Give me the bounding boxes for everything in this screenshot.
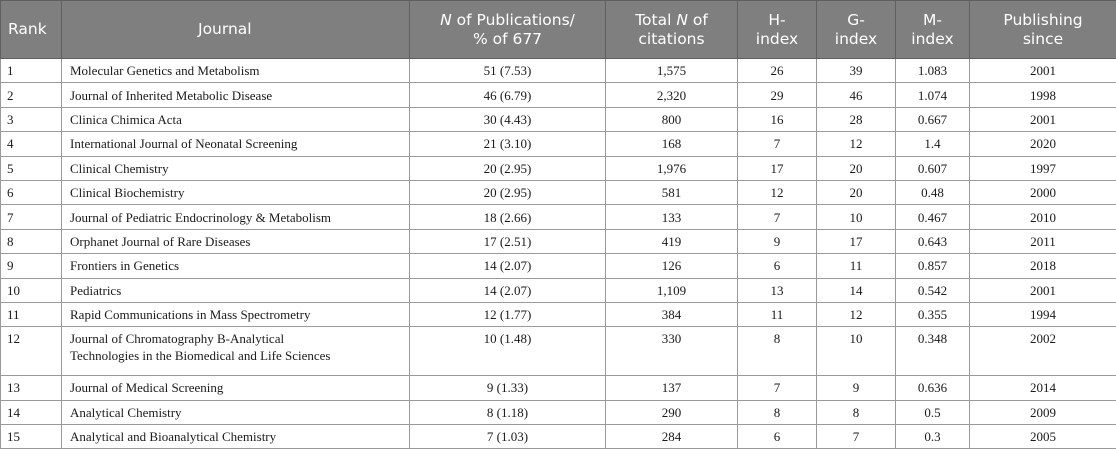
cell-rank: 6 [1,180,62,204]
table-row [1,278,1116,302]
cell-publishing-since: 2001 [970,107,1116,131]
cell-journal: Clinical Chemistry [62,156,410,180]
cell-m-index: 0.636 [896,376,970,400]
cell-g-index: 9 [817,376,896,400]
table-row [1,400,1116,424]
cell-h-index: 7 [738,132,817,156]
cell-m-index: 0.667 [896,107,970,131]
table-row [1,205,1116,229]
cell-g-index: 20 [817,180,896,204]
cell-citations: 330 [606,327,738,376]
cell-journal-line1: Journal of Chromatography B-Analytical [70,331,285,347]
header-publications [410,1,606,59]
cell-g-index: 46 [817,83,896,107]
cell-h-index: 17 [738,156,817,180]
cell-publishing-since: 2001 [970,59,1116,83]
cell-h-index: 11 [738,302,817,326]
cell-h-index: 8 [738,327,817,376]
cell-m-index: 0.607 [896,156,970,180]
header-h-index: H- index [738,1,817,59]
cell-m-index: 1.074 [896,83,970,107]
cell-citations: 137 [606,376,738,400]
table-row [1,156,1116,180]
cell-m-index: 1.4 [896,132,970,156]
table-row [1,376,1116,400]
cell-publications: 30 (4.43) [410,107,606,131]
cell-journal: Journal of Inherited Metabolic Disease [62,83,410,107]
cell-publications: 14 (2.07) [410,254,606,278]
cell-rank: 7 [1,205,62,229]
header-journal: Journal [62,1,410,59]
cell-citations: 133 [606,205,738,229]
cell-rank: 15 [1,425,62,449]
cell-citations: 284 [606,425,738,449]
cell-g-index: 8 [817,400,896,424]
cell-h-index: 29 [738,83,817,107]
cell-m-index: 0.348 [896,327,970,376]
cell-journal: Pediatrics [62,278,410,302]
table-row [1,302,1116,326]
cell-g-index: 10 [817,205,896,229]
cell-citations: 1,575 [606,59,738,83]
cell-m-index: 0.3 [896,425,970,449]
cell-journal: Journal of Pediatric Endocrinology & Metabolism [62,205,410,229]
cell-g-index: 28 [817,107,896,131]
cell-citations: 168 [606,132,738,156]
cell-h-index: 9 [738,229,817,253]
table-row [1,425,1116,449]
cell-publishing-since: 2020 [970,132,1116,156]
cell-publishing-since: 2010 [970,205,1116,229]
cell-citations: 581 [606,180,738,204]
header-publications-line2: % of 677 [472,29,543,48]
cell-publishing-since: 2011 [970,229,1116,253]
cell-h-index: 7 [738,376,817,400]
cell-m-index: 0.643 [896,229,970,253]
cell-m-index: 0.857 [896,254,970,278]
cell-rank: 2 [1,83,62,107]
cell-journal: Analytical and Bioanalytical Chemistry [62,425,410,449]
table-row [1,83,1116,107]
cell-rank: 14 [1,400,62,424]
header-publishing-since: Publishing since [970,1,1116,59]
cell-publishing-since: 2000 [970,180,1116,204]
cell-journal: Orphanet Journal of Rare Diseases [62,229,410,253]
cell-publications: 10 (1.48) [410,327,606,376]
header-rank: Rank [1,1,62,59]
cell-publications: 21 (3.10) [410,132,606,156]
cell-publications: 12 (1.77) [410,302,606,326]
cell-rank: 1 [1,59,62,83]
cell-rank: 13 [1,376,62,400]
cell-rank: 12 [1,327,62,376]
cell-rank: 10 [1,278,62,302]
cell-h-index: 16 [738,107,817,131]
cell-publications: 46 (6.79) [410,83,606,107]
cell-citations: 2,320 [606,83,738,107]
cell-m-index: 1.083 [896,59,970,83]
header-citations-line2: citations [638,29,705,48]
cell-m-index: 0.542 [896,278,970,302]
cell-journal: Journal of Medical Screening [62,376,410,400]
cell-publishing-since: 2018 [970,254,1116,278]
cell-h-index: 13 [738,278,817,302]
cell-rank: 5 [1,156,62,180]
header-citations [606,1,738,59]
cell-publications: 14 (2.07) [410,278,606,302]
cell-rank: 4 [1,132,62,156]
cell-publishing-since: 2001 [970,278,1116,302]
cell-journal: Molecular Genetics and Metabolism [62,59,410,83]
cell-h-index: 8 [738,400,817,424]
table-header [1,1,1116,59]
table-row [1,254,1116,278]
cell-h-index: 7 [738,205,817,229]
cell-publications: 9 (1.33) [410,376,606,400]
cell-rank: 3 [1,107,62,131]
cell-citations: 419 [606,229,738,253]
cell-h-index: 6 [738,425,817,449]
cell-journal: Clinica Chimica Acta [62,107,410,131]
cell-citations: 1,976 [606,156,738,180]
cell-publications: 51 (7.53) [410,59,606,83]
cell-rank: 11 [1,302,62,326]
table-row [1,327,1116,376]
header-publications-line1: N of Publications/ [440,10,575,29]
cell-h-index: 6 [738,254,817,278]
cell-m-index: 0.355 [896,302,970,326]
cell-m-index: 0.5 [896,400,970,424]
cell-publishing-since: 2002 [970,327,1116,376]
cell-citations: 126 [606,254,738,278]
cell-g-index: 14 [817,278,896,302]
cell-g-index: 12 [817,132,896,156]
cell-publishing-since: 1997 [970,156,1116,180]
cell-citations: 384 [606,302,738,326]
cell-journal: Analytical Chemistry [62,400,410,424]
cell-citations: 800 [606,107,738,131]
cell-h-index: 12 [738,180,817,204]
cell-g-index: 20 [817,156,896,180]
cell-journal: Frontiers in Genetics [62,254,410,278]
table-row [1,107,1116,131]
cell-publishing-since: 1994 [970,302,1116,326]
cell-g-index: 12 [817,302,896,326]
cell-h-index: 26 [738,59,817,83]
cell-g-index: 7 [817,425,896,449]
cell-m-index: 0.467 [896,205,970,229]
header-citations-line1: Total N of [635,10,708,29]
header-m-index: M- index [896,1,970,59]
table-body [1,59,1116,449]
cell-m-index: 0.48 [896,180,970,204]
cell-citations: 290 [606,400,738,424]
cell-publishing-since: 2005 [970,425,1116,449]
cell-publications: 7 (1.03) [410,425,606,449]
cell-journal: Rapid Communications in Mass Spectrometry [62,302,410,326]
table-row [1,59,1116,83]
header-row [1,1,1116,59]
cell-publications: 18 (2.66) [410,205,606,229]
cell-g-index: 10 [817,327,896,376]
cell-publications: 20 (2.95) [410,180,606,204]
cell-journal: International Journal of Neonatal Screening [62,132,410,156]
cell-publications: 8 (1.18) [410,400,606,424]
cell-publishing-since: 2014 [970,376,1116,400]
cell-g-index: 17 [817,229,896,253]
cell-publications: 17 (2.51) [410,229,606,253]
cell-publishing-since: 2009 [970,400,1116,424]
cell-g-index: 11 [817,254,896,278]
cell-journal [62,327,410,376]
cell-rank: 8 [1,229,62,253]
cell-rank: 9 [1,254,62,278]
cell-citations: 1,109 [606,278,738,302]
cell-journal: Clinical Biochemistry [62,180,410,204]
table-row [1,229,1116,253]
cell-journal-line2: Technologies in the Biomedical and Life Sciences [70,348,331,364]
header-g-index: G- index [817,1,896,59]
table-row [1,180,1116,204]
cell-g-index: 39 [817,59,896,83]
table-row [1,132,1116,156]
cell-publications: 20 (2.95) [410,156,606,180]
cell-publishing-since: 1998 [970,83,1116,107]
